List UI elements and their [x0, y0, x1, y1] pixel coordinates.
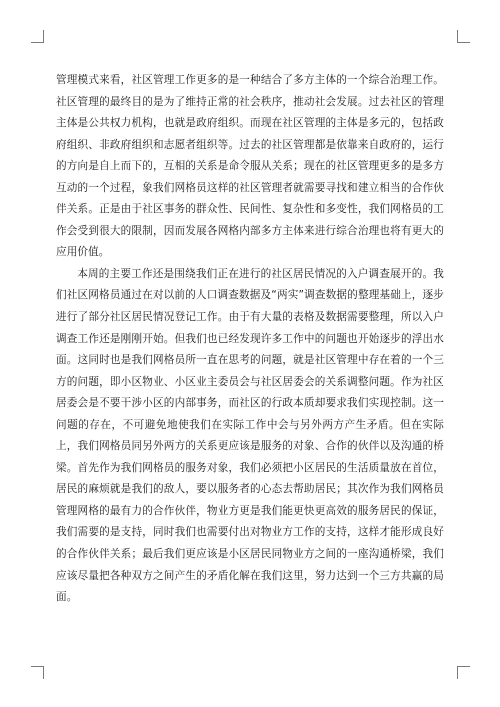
crop-mark-top-right — [457, 30, 470, 43]
paragraph-weekly-work: 本周的主要工作还是围绕我们正在进行的社区居民情况的入户调查展开的。我们社区网格员通过在对以前的人口调查数据及“两实”调查数据的整理基础上，逐步进行了部分社区居民情况登记工作。由于有大量的表格及数据需要整理，所以入户调查工作还是刚刚开始。但我们也已经发现许多工作中的问题也开始逐步的浮出水面。这同时也是我们网格员所一直在思考的问题，就是社区管理中存在着的一个三方的问题，即小区物业、小区业主委员会与社区居委会的关系调整问题。作为社区居委会是不要干涉小区的内部事务，而社区的行政本质却要求我们实现控制。这一问题的存在，不可避免地使我们在实际工作中会与另外两方产生矛盾。但在实际上，我们网格员同另外两方的关系更应该是服务的对象、合作的伙伴以及沟通的桥梁。首先作为我们网格员的服务对象，我们必须把小区居民的生活质量放在首位，居民的麻烦就是我们的敌人，要以服务者的心态去帮助居民；其次作为我们网格员管理网格的最有力的合作伙伴，物业方更是我们能更快更高效的服务居民的保证，我们需要的是支持，同时我们也需要付出对物业方工作的支持，这样才能形成良好的合作伙伴关系；最后我们更应该是小区居民同物业方之间的一座沟通桥梁，我们应该尽量把各种双方之间产生的矛盾化解在我们这里，努力达到一个三方共赢的局面。 — [56, 267, 444, 604]
crop-mark-bottom-right — [457, 666, 470, 679]
document-body — [56, 70, 444, 609]
crop-mark-bottom-left — [31, 666, 44, 679]
paragraph-continuation: 管理模式来看，社区管理工作更多的是一种结合了多方主体的一个综合治理工作。社区管理的最终目的是为了维持正常的社会秩序，推动社会发展。过去社区的管理主体是公共权力机构，也就是政府组织。而现在社区管理的主体是多元的，包括政府组织、非政府组织和志愿者组织等。过去的社区管理都是依靠来自政府的，运行的方向是自上而下的，互相的关系是命令服从关系；现在的社区管理更多的是多方互动的一个过程，象我们网格员这样的社区管理者就需要寻找和建立相当的合作伙伴关系。正是由于社区事务的群众性、民间性、复杂性和多变性，我们网格员的工作会受到很大的限制，因而发展各网格内部多方主体来进行综合治理也将有更大的应用价值。 — [56, 74, 444, 259]
crop-mark-top-left — [31, 30, 44, 43]
